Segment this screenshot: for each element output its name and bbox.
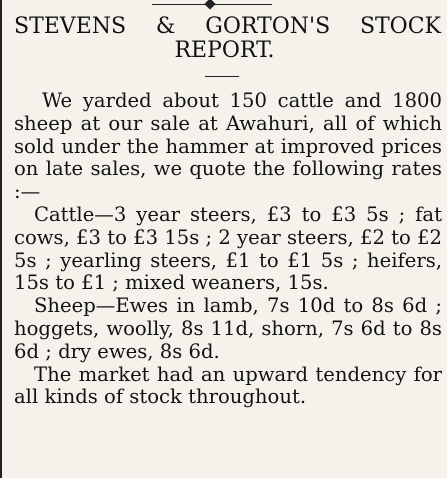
headline-divider-rule: [205, 76, 239, 77]
headline-line-1: STEVENS & GORTON'S STOCK: [14, 14, 441, 39]
diamond-ornament-icon: [204, 0, 215, 10]
headline-line-2: REPORT.: [174, 38, 275, 63]
paragraph-sheep: Sheep—Ewes in lamb, 7s 10d to 8s 6d ; hoggets, woolly, 8s 11d, shorn, 7s 6d to 8s 6d ; dry ewes, 8s 6d.: [14, 294, 442, 363]
top-ornament-rule: [152, 4, 272, 5]
paragraph-intro: We yarded about 150 cattle and 1800 sheep at our sale at Awahuri, all of which sold under the hammer at improved prices on late sales, we quote the following rates :—: [14, 89, 442, 204]
paragraph-cattle: Cattle—3 year steers, £3 to £3 5s ; fat cows, £3 to £3 15s ; 2 year steers, £2 to £2 5s ; yearling steers, £1 to £1 5s ; heifers, 15s to £1 ; mixed weaners, 15s.: [14, 202, 442, 295]
article-body: [14, 90, 442, 409]
paragraph-market: The market had an upward tendency for all kinds of stock throughout.: [14, 362, 442, 409]
